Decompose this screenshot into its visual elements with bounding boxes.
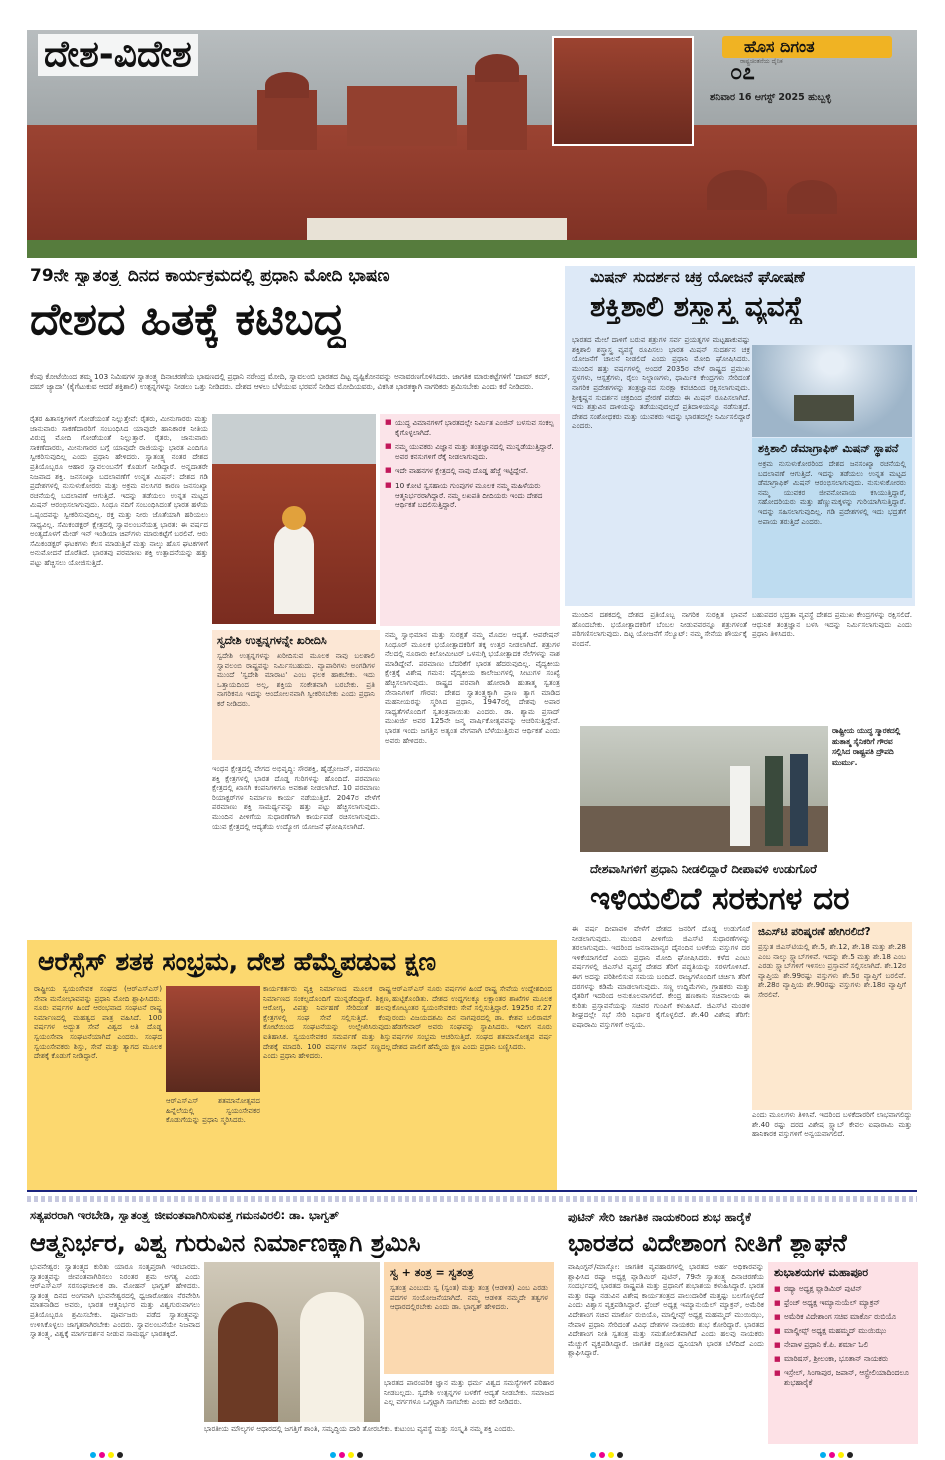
page-number: ೦೭ [730, 60, 755, 85]
gst-kicker: ದೇಶವಾಸಿಗಳಿಗೆ ಪ್ರಧಾನಿ ನೀಡಲಿದ್ದಾರೆ ದೀಪಾವಳಿ ಉಡುಗೊರೆ [590, 862, 817, 876]
president-caption: ರಾಷ್ಟ್ರೀಯ ಯುದ್ಧ ಸ್ಮಾರಕದಲ್ಲಿ ಹುತಾತ್ಮ ಸೈನಿಕರಿಗೆ ಗೌರವ ಸಲ್ಲಿಸಿದ ರಾಷ್ಟ್ರಪತಿ ದ್ರೌಪದಿ ಮುರ್ಮು. [832, 726, 901, 767]
demographic-heading: ಶಕ್ತಿಶಾಲಿ ಡೆಮಾಗ್ರಾಫಿಕ್ ಮಿಷನ್ ಸ್ಥಾಪನೆ [758, 442, 899, 455]
print-registration-dots [820, 1452, 853, 1458]
wish-item: ■ ಫ್ರೆಂಚ್ ಅಧ್ಯಕ್ಷ ಇಮ್ಯಾನುಯೆಲ್ ಮ್ಯಾಕ್ರನ್ [774, 1298, 912, 1308]
wish-item: ■ ಅಮೆರಿಕ ವಿದೇಶಾಂಗ ಸಚಿವ ಮಾರ್ಕೊ ರುಬಿಯೊ [774, 1312, 912, 1322]
bhagwat-kicker: ಸತ್ಯಪರರಾಗಿ ಇರಬೇಡಿ, ಸ್ವಾತಂತ್ರ್ಯ ಜೀವಂತವಾಗಿರಿಸುವತ್ತ ಗಮನವಿರಲಿ: ಡಾ. ಭಾಗ್ವತ್ [30, 1208, 339, 1222]
mission-body-col3: ಬಹುಪದರ ಭದ್ರತಾ ವ್ಯವಸ್ಥೆ ದೇಶದ ಪ್ರಮುಖ ಕೇಂದ್ರಗಳನ್ನು ರಕ್ಷಿಸಲಿದೆ. ಆಧುನಿಕ ತಂತ್ರಜ್ಞಾನ ಬಳಸಿ ಇದನ್ನು ನಿರ್ಮಿಸಲಾಗುವುದು ಎಂದು ಪ್ರಧಾನಿ ತಿಳಿಸಿದರು. [752, 610, 912, 639]
rss-photo [166, 986, 260, 1092]
putin-headline[interactable]: ಭಾರತದ ವಿದೇಶಾಂಗ ನೀತಿಗೆ ಶ್ಲಾಘನೆ [568, 1229, 847, 1257]
putin-body: ವಾಷಿಂಗ್ಟನ್/ಮಾಸ್ಕೋ: ಜಾಗತಿಕ ವ್ಯವಹಾರಗಳಲ್ಲಿ ಭಾರತದ ಅರ್ಹ ಅಧಿಕಾರವನ್ನು ಶ್ಲಾಘಿಸಿದ ರಷ್ಯಾ ಅಧ್ಯಕ್ಷ ವ್ಲಾಡಿಮಿರ್ ಪುಟಿನ್, 79ನೇ ಸ್ವಾತಂತ್ರ್ಯ ದಿನಾಚರಣೆಯ ಸಂದರ್ಭದಲ್ಲಿ ಭಾರತದ ರಾಷ್ಟ್ರಪತಿ ಮತ್ತು ಪ್ರಧಾನಿಗೆ ಶುಭಾಶಯ ಕಳುಹಿಸಿದ್ದಾರೆ. ಭಾರತ ಮತ್ತು ರಷ್ಯಾ ನಡುವಿನ ವಿಶೇಷ ಕಾರ್ಯತಂತ್ರದ ಪಾಲುದಾರಿಕೆ ಮತ್ತಷ್ಟು ಬಲಗೊಳ್ಳಲಿದೆ ಎಂದು ವಿಶ್ವಾಸ ವ್ಯಕ್ತಪಡಿಸಿದ್ದಾರೆ. ಫ್ರೆಂಚ್ ಅಧ್ಯಕ್ಷ ಇಮ್ಯಾನುಯೆಲ್ ಮ್ಯಾಕ್ರನ್, ಅಮೆರಿಕ ವಿದೇಶಾಂಗ ಸಚಿವ ಮಾರ್ಕೊ ರುಬಿಯೊ, ಮಾಲ್ಡೀವ್ಸ್ ಅಧ್ಯಕ್ಷ ಮಹಮ್ಮದ್ ಮುಯಿಝು, ನೇಪಾಳ ಪ್ರಧಾನಿ ಸೇರಿದಂತೆ ವಿವಿಧ ದೇಶಗಳ ನಾಯಕರು ಶುಭ ಕೋರಿದ್ದಾರೆ. ಭಾರತದ ವಿದೇಶಾಂಗ ನೀತಿ ಸ್ವತಂತ್ರ ಮತ್ತು ಸಮತೋಲಿತವಾಗಿದೆ ಎಂದು ಹಲವು ನಾಯಕರು ಮೆಚ್ಚುಗೆ ವ್ಯಕ್ತಪಡಿಸಿದ್ದಾರೆ. ಜಾಗತಿಕ ದಕ್ಷಿಣದ ಧ್ವನಿಯಾಗಿ ಭಾರತ ಬೆಳೆದಿದೆ ಎಂದು ಶ್ಲಾಘಿಸಿದ್ದಾರೆ. [568, 1262, 764, 1358]
wish-item: ■ ಮಾಲ್ಡೀವ್ಸ್ ಅಧ್ಯಕ್ಷ ಮಹಮ್ಮದ್ ಮುಯಿಝು [774, 1326, 912, 1336]
lead-highlights-box [380, 414, 560, 626]
president-photo [580, 726, 828, 852]
lead-body-col4: ನಮ್ಮ ಸ್ವಾಭಿಮಾನ ಮತ್ತು ಸುರಕ್ಷತೆ ನಮ್ಮ ಮೊದಲ ಆದ್ಯತೆ. ಆಪರೇಷನ್ ಸಿಂಧೂರ್ ಮೂಲಕ ಭಯೋತ್ಪಾದಕರಿಗೆ ತಕ್ಕ ಉತ್ತರ ನೀಡಲಾಗಿದೆ. ಶತ್ರುಗಳ ನೆಲದಲ್ಲಿ ನೂರಾರು ಕಿಲೋಮೀಟರ್ ಒಳನುಗ್ಗಿ ಭಯೋತ್ಪಾದಕ ನೆಲೆಗಳನ್ನು ನಾಶ ಮಾಡಿದ್ದೇವೆ. ಪರಮಾಣು ಬೆದರಿಕೆಗೆ ಭಾರತ ಹೆದರುವುದಿಲ್ಲ. ವೈದ್ಯಕೀಯ ಕ್ಷೇತ್ರಕ್ಕೆ ವಿಶೇಷ ಗಮನ: ವೈದ್ಯಕೀಯ ಕಾಲೇಜುಗಳಲ್ಲಿ ಸೀಟುಗಳ ಸಂಖ್ಯೆ ಹೆಚ್ಚಿಸಲಾಗುವುದು. ರಾಷ್ಟ್ರದ ಪರವಾಗಿ ಹೋರಾಡಿ ಹುತಾತ್ಮ ಸ್ವತಂತ್ರ ಸೇನಾನಿಗಳಿಗೆ ಗೌರವ: ದೇಶದ ಸ್ವಾತಂತ್ರ್ಯಕ್ಕಾಗಿ ಪ್ರಾಣ ತ್ಯಾಗ ಮಾಡಿದ ಮಹನೀಯರನ್ನು ಸ್ಮರಿಸಿದ ಪ್ರಧಾನಿ, 1947ರಲ್ಲಿ ದೇಶವು ಅಪಾರ ಸಾಧ್ಯತೆಗಳೊಂದಿಗೆ ಸ್ವತಂತ್ರವಾಯಿತು ಎಂದರು. ಡಾ. ಶ್ಯಾಮ ಪ್ರಸಾದ್ ಮುಖರ್ಜಿ ಅವರ 125ನೇ ಜನ್ಮ ವಾರ್ಷಿಕೋತ್ಸವವನ್ನು ಆಚರಿಸುತ್ತಿದ್ದೇವೆ. ಭಾರತ ಇಂದು ಜಗತ್ತಿನ ಅತ್ಯಂತ ವೇಗವಾಗಿ ಬೆಳೆಯುತ್ತಿರುವ ಆರ್ಥಿಕತೆ ಎಂದು ಅವರು ಹೇಳಿದರು. [385, 630, 560, 745]
rss-body-col3: ಆರ್‌ಎಸ್‌ಎಸ್ ನೂರು ವರ್ಷಗಳ ಹಿಂದೆ ರಾಷ್ಟ್ರ ಸೇವೆಯ ಉದ್ದೇಶದಿಂದ ಹುಟ್ಟಿಕೊಂಡಿತು. ದೇಶದ ಉದ್ದಗಲಕ್ಕೂ ಲಕ್ಷಾಂತರ ಶಾಖೆಗಳ ಮೂಲಕ ಕೋಟ್ಯಂತರ ಸ್ವಯಂಸೇವಕರು ಸೇವೆ ಸಲ್ಲಿಸುತ್ತಿದ್ದಾರೆ. 1925ರ ಸೆ.27 ರಂದು ವಿಜಯದಶಮಿ ದಿನ ನಾಗಪುರದಲ್ಲಿ ಡಾ. ಕೇಶವ ಬಲಿರಾಮ್ ಹೆಡಗೇವಾರ್ ಅವರು ಸಂಘವನ್ನು ಸ್ಥಾಪಿಸಿದರು. ಇದೀಗ ನೂರು ವರ್ಷಗಳ ಸಂಭ್ರಮ ಆಚರಿಸುತ್ತಿದೆ. ಸಂಘದ ಶತಮಾನೋತ್ಸವ ವರ್ಷ ದೇಶದ ಪಾಲಿಗೆ ಹೆಮ್ಮೆಯ ಕ್ಷಣ ಎಂದು ಪ್ರಧಾನಿ ಬಣ್ಣಿಸಿದರು. [392, 984, 552, 1051]
highlight-item: ■ ಯುದ್ಧ ವಿಮಾನಗಳಿಗೆ ಭಾರತದಲ್ಲೇ ನಿರ್ಮಿತ ಎಂಜಿನ್ ಬಳಸುವ ಸಂಕಲ್ಪ ಕೈಗೊಳ್ಳಲಾಗಿದೆ. [385, 418, 555, 437]
rss-body-col2: ಕಾರ್ಯಕರ್ತರು ವ್ಯಕ್ತಿ ನಿರ್ಮಾಣದ ಮೂಲಕ ರಾಷ್ಟ್ರ ನಿರ್ಮಾಣದ ಸಂಕಲ್ಪದೊಂದಿಗೆ ಮುನ್ನಡೆದಿದ್ದಾರೆ. ಶಿಕ್ಷಣ, ಆರೋಗ್ಯ, ವಿಪತ್ತು ನಿರ್ವಹಣೆ ಸೇರಿದಂತೆ ಹಲವು ಕ್ಷೇತ್ರಗಳಲ್ಲಿ ಸಂಘ ಸೇವೆ ಸಲ್ಲಿಸುತ್ತಿದೆ. ಕೆಂಪು ಕೋಟೆಯಿಂದ ಸಂಘಟನೆಯನ್ನು ಉಲ್ಲೇಖಿಸಿರುವುದು ಐತಿಹಾಸಿಕ. ಸ್ವಯಂಸೇವಕರ ಸಮರ್ಪಣೆ ಮತ್ತು ಶಿಸ್ತು ದೇಶಕ್ಕೆ ಮಾದರಿ. 100 ವರ್ಷಗಳ ಸಾಧನೆ ಸಣ್ಣದಲ್ಲ ಎಂದು ಪ್ರಧಾನಿ ಹೇಳಿದರು. [263, 984, 391, 1061]
bhagwat-body-col2: ಭಾರತೀಯ ಮೌಲ್ಯಗಳ ಆಧಾರದಲ್ಲಿ ಜಗತ್ತಿಗೆ ಶಾಂತಿ, ಸಮೃದ್ಧಿಯ ದಾರಿ ತೋರಬೇಕು. ಕುಟುಂಬ ವ್ಯವಸ್ಥೆ ಮತ್ತು ಸಂಸ್ಕೃತಿ ನಮ್ಮ ಶಕ್ತಿ ಎಂದರು. [204, 1424, 516, 1433]
inset-photo-ceremony [552, 36, 694, 146]
lead-kicker: 79ನೇ ಸ್ವಾತಂತ್ರ್ಯ ದಿನದ ಕಾರ್ಯಕ್ರಮದಲ್ಲಿ ಪ್ರಧಾನಿ ಮೋದಿ ಭಾಷಣ [30, 266, 390, 286]
bhagwat-body-col3: ಭಾರತದ ಪಾರಂಪರಿಕ ಜ್ಞಾನ ಮತ್ತು ಧರ್ಮ ವಿಶ್ವದ ಸಮಸ್ಯೆಗಳಿಗೆ ಪರಿಹಾರ ನೀಡಬಲ್ಲದು. ಸ್ವದೇಶಿ ಉತ್ಪನ್ನಗಳ ಬಳಕೆಗೆ ಆದ್ಯತೆ ನೀಡಬೇಕು. ಸಮಾಜದ ಎಲ್ಲ ವರ್ಗಗಳೂ ಒಗ್ಗಟ್ಟಾಗಿ ಸಾಗಬೇಕು ಎಂದು ಕರೆ ನೀಡಿದರು. [384, 1378, 554, 1407]
defence-shield-photo [752, 345, 912, 437]
mission-headline[interactable]: ಶಕ್ತಿಶಾಲಿ ಶಸ್ತ್ರಾಸ್ತ್ರ ವ್ಯವಸ್ಥೆ [590, 290, 804, 323]
wish-item: ■ ರಷ್ಯಾ ಅಧ್ಯಕ್ಷ ವ್ಲಾಡಿಮಿರ್ ಪುಟಿನ್ [774, 1284, 912, 1294]
section-divider [27, 1190, 917, 1192]
section-title: ದೇಶ-ವಿದೇಶ [38, 34, 198, 76]
swatantra-heading: ಸ್ವ + ತಂತ್ರ = ಸ್ವತಂತ್ರ [390, 1266, 474, 1279]
lead-intro: ಕೆಂಪು ಕೋಟೆಯಿಂದ ತಮ್ಮ 103 ನಿಮಿಷಗಳ ಸ್ವಾತಂತ್ರ್ಯ ದಿನಾಚರಣೆಯ ಭಾಷಣದಲ್ಲಿ ಪ್ರಧಾನಿ ನರೇಂದ್ರ ಮೋದಿ, ಸ್ವಾವಲಂಬಿ ಭಾರತದ ದಿಟ್ಟ ದೃಷ್ಟಿಕೋನವನ್ನು ಅನಾವರಣಗೊಳಿಸಿದರು. ಜಾಗತಿಕ ಮಾರುಕಟ್ಟೆಗಳಿಗೆ 'ದಾಮ್ ಕಮ್, ದಮ್ ಜ್ಯಾದಾ' (ಕೈಗೆಟುಕುವ ಆದರೆ ಶಕ್ತಿಶಾಲಿ) ಉತ್ಪನ್ನಗಳನ್ನು ನೀಡಲು ಒತ್ತು ನೀಡಿದರು. ದೇಶದ ಆಳಲು ಬೆಳೆಯುವ ಭರವಸೆ ನೀಡಿದ ಮೋದಿಯವರು, ವಿಕಸಿತ ಭಾರತಕ್ಕಾಗಿ ನಾಗರಿಕರು ಶ್ರಮಿಸಬೇಕು ಎಂದು ಕರೆ ನೀಡಿದರು. [30, 372, 550, 391]
swadeshi-box [212, 630, 380, 760]
bhagwat-body-col1: ಭುವನೇಶ್ವರ: ಸ್ವಾತಂತ್ರ್ಯದ ಕುರಿತು ಯಾರೂ ಸಂತೃಪ್ತರಾಗಿ ಇರಬಾರದು. ಸ್ವಾತಂತ್ರ್ಯವನ್ನು ಜೀವಂತವಾಗಿರಿಸಲು ನಿರಂತರ ಶ್ರಮ ಅಗತ್ಯ ಎಂದು ಆರ್‌ಎಸ್‌ಎಸ್ ಸರಸಂಘಚಾಲಕ ಡಾ. ಮೋಹನ್ ಭಾಗ್ವತ್ ಹೇಳಿದರು. ಸ್ವಾತಂತ್ರ್ಯ ದಿನದ ಅಂಗವಾಗಿ ಭುವನೇಶ್ವರದಲ್ಲಿ ಧ್ವಜಾರೋಹಣ ನೆರವೇರಿಸಿ ಮಾತನಾಡಿದ ಅವರು, ಭಾರತ ಆತ್ಮನಿರ್ಭರ ಮತ್ತು ವಿಶ್ವಗುರುವಾಗಲು ಪ್ರತಿಯೊಬ್ಬರೂ ಶ್ರಮಿಸಬೇಕು. ಪೂರ್ವಜರು ಪಡೆದ ಸ್ವಾತಂತ್ರ್ಯವನ್ನು ಉಳಿಸಿಕೊಳ್ಳಲು ಜಾಗೃತರಾಗಿರಬೇಕು ಎಂದರು. ಸ್ವಾವಲಂಬನೆಯೇ ನಿಜವಾದ ಸ್ವಾತಂತ್ರ್ಯ, ವಿಶ್ವಕ್ಕೆ ಮಾರ್ಗದರ್ಶನ ನೀಡುವ ಸಾಮರ್ಥ್ಯ ಭಾರತಕ್ಕಿದೆ. [30, 1262, 200, 1339]
swadeshi-heading: ಸ್ವದೇಶಿ ಉತ್ಪನ್ನಗಳನ್ನೇ ಖರೀದಿಸಿ [217, 634, 327, 647]
swatantra-text: ಸ್ವತಂತ್ರ ಎಂಬುದು ಸ್ವ (ಸ್ವಂತ) ಮತ್ತು ತಂತ್ರ (ಆಡಳಿತ) ಎಂಬ ಎರಡು ಪದಗಳ ಸಂಯೋಜನೆಯಾಗಿದೆ. ನಮ್ಮ ಆಡಳಿತ ನಮ್ಮದೇ ತತ್ವಗಳ ಆಧಾರದಲ್ಲಿರಬೇಕು ಎಂದು ಡಾ. ಭಾಗ್ವತ್ ಹೇಳಿದರು. [390, 1283, 548, 1312]
putin-kicker: ಪುಟಿನ್ ಸೇರಿ ಜಾಗತಿಕ ನಾಯಕರಿಂದ ಶುಭ ಹಾರೈಕೆ [568, 1210, 751, 1224]
lead-headline[interactable]: ದೇಶದ ಹಿತಕ್ಕೆ ಕಟಿಬದ್ಧ [30, 294, 346, 345]
swadeshi-text: ಸ್ವದೇಶಿ ಉತ್ಪನ್ನಗಳನ್ನು ಖರೀದಿಸುವ ಮೂಲಕ ನಾವು ಬಲಶಾಲಿ ಸ್ವಾವಲಂಬಿ ರಾಷ್ಟ್ರವನ್ನು ನಿರ್ಮಿಸಬಹುದು. ವ್ಯಾಪಾರಿಗಳು ಅಂಗಡಿಗಳ ಮುಂದೆ 'ಸ್ವದೇಶಿ ಮಾರಾಟ' ಎಂಬ ಫಲಕ ಹಾಕಬೇಕು. ಇದು ಒತ್ತಾಯದಿಂದ ಅಲ್ಲ, ಶಕ್ತಿಯ ಸಂಕೇತವಾಗಿ ಬರಬೇಕು. ಪ್ರತಿ ನಾಗರಿಕನೂ ಇದನ್ನು ಆಂದೋಲನವಾಗಿ ಸ್ವೀಕರಿಸಬೇಕು ಎಂದು ಪ್ರಧಾನಿ ಕರೆ ನೀಡಿದರು. [217, 651, 375, 708]
highlight-item: ■ ಇದೇ ವಾಹನಗಳ ಕ್ಷೇತ್ರದಲ್ಲಿ ನಾವು ದೊಡ್ಡ ಹೆಜ್ಜೆ ಇಟ್ಟಿದ್ದೇವೆ. [385, 466, 555, 476]
section-divider-pattern [27, 1196, 917, 1202]
gst-headline[interactable]: ಇಳಿಯಲಿದೆ ಸರಕುಗಳ ದರ [590, 881, 850, 917]
gst-body-col1: ಈ ವರ್ಷ ದೀಪಾವಳಿ ವೇಳೆಗೆ ದೇಶದ ಜನರಿಗೆ ದೊಡ್ಡ ಉಡುಗೊರೆ ನೀಡಲಾಗುವುದು. ಮುಂದಿನ ಪೀಳಿಗೆಯ ಜಿಎಸ್‌ಟಿ ಸುಧಾರಣೆಗಳನ್ನು ತರಲಾಗುವುದು. ಇದರಿಂದ ಜನಸಾಮಾನ್ಯರ ದೈನಂದಿನ ಬಳಕೆಯ ವಸ್ತುಗಳ ದರ ಇಳಿಕೆಯಾಗಲಿದೆ ಎಂದು ಪ್ರಧಾನಿ ಮೋದಿ ಘೋಷಿಸಿದರು. ಕಳೆದ ಎಂಟು ವರ್ಷಗಳಲ್ಲಿ ಜಿಎಸ್‌ಟಿ ವ್ಯವಸ್ಥೆ ದೇಶದ ತೆರಿಗೆ ಪದ್ಧತಿಯನ್ನು ಸರಳಗೊಳಿಸಿದೆ. ಈಗ ಅದನ್ನು ಪರಿಶೀಲಿಸುವ ಸಮಯ ಬಂದಿದೆ. ರಾಜ್ಯಗಳೊಂದಿಗೆ ಚರ್ಚಿಸಿ ತೆರಿಗೆ ದರಗಳನ್ನು ಕಡಿಮೆ ಮಾಡಲಾಗುವುದು. ಸಣ್ಣ ಉದ್ದಿಮೆಗಳು, ಗ್ರಾಹಕರು ಮತ್ತು ರೈತರಿಗೆ ಇದರಿಂದ ಅನುಕೂಲವಾಗಲಿದೆ. ಕೇಂದ್ರ ಹಣಕಾಸು ಸಚಿವಾಲಯ ಈ ಕುರಿತು ಪ್ರಸ್ತಾವನೆಯನ್ನು ಸಚಿವರ ಗುಂಪಿಗೆ ಕಳುಹಿಸಿದೆ. ಜಿಎಸ್‌ಟಿ ಮಂಡಳಿ ಶೀಘ್ರದಲ್ಲೇ ಸಭೆ ಸೇರಿ ನಿರ್ಧಾರ ಕೈಗೊಳ್ಳಲಿದೆ. ಶೇ.40 ವಿಶೇಷ ತೆರಿಗೆ: ಐಷಾರಾಮಿ ವಸ್ತುಗಳಿಗೆ ಅನ್ವಯ. [572, 924, 750, 1029]
wish-item: ■ ಮಾರಿಷಸ್, ಶ್ರೀಲಂಕಾ, ಭೂತಾನ್ ನಾಯಕರು [774, 1354, 912, 1364]
mission-body-col2: ಮುಂದಿನ ದಶಕದಲ್ಲಿ ದೇಶದ ಪ್ರತಿಯೊಬ್ಬ ನಾಗರಿಕ ಸುರಕ್ಷಿತ ಭಾವನೆ ಹೊಂದಬೇಕು. ಭಯೋತ್ಪಾದಕರಿಗೆ ಬೆಂಬಲ ನೀಡುವವರನ್ನೂ ಶತ್ರುಗಳಂತೆ ಪರಿಗಣಿಸಲಾಗುವುದು. ದಿಟ್ಟ ಯೋಜನೆಗೆ ಸೆಲ್ಯೂಟ್: ನಮ್ಮ ಸೇನೆಯ ಶೌರ್ಯಕ್ಕೆ ವಂದನೆ. [572, 610, 747, 648]
logo-tagline: ರಾಷ್ಟ್ರಚಿಂತನೆಯ ದೈನಿಕ [740, 58, 783, 65]
rss-headline[interactable]: ಆರೆಸ್ಸೆಸ್ ಶತಕ ಸಂಭ್ರಮ, ದೇಶ ಹೆಮ್ಮೆಪಡುವ ಕ್ಷಣ [38, 947, 437, 976]
wishes-box [768, 1262, 918, 1444]
lead-body-col3: ಇಂಧನ ಕ್ಷೇತ್ರದಲ್ಲಿ ವೇಗದ ಅಭಿವೃದ್ಧಿ: ಸೌರಶಕ್ತಿ, ಹೈಡ್ರೋಜನ್, ಪರಮಾಣು ಶಕ್ತಿ ಕ್ಷೇತ್ರಗಳಲ್ಲಿ ಭಾರತ ದೊಡ್ಡ ಗುರಿಗಳನ್ನು ಹೊಂದಿದೆ. ಪರಮಾಣು ಕ್ಷೇತ್ರದಲ್ಲಿ ಖಾಸಗಿ ಕಂಪನಿಗಳಿಗೂ ಅವಕಾಶ ನೀಡಲಾಗಿದೆ. 10 ಪರಮಾಣು ರಿಯಾಕ್ಟರ್‌ಗಳ ನಿರ್ಮಾಣ ಕಾರ್ಯ ನಡೆಯುತ್ತಿದೆ. 2047ರ ವೇಳೆಗೆ ಪರಮಾಣು ಶಕ್ತಿ ಸಾಮರ್ಥ್ಯವನ್ನು ಹತ್ತು ಪಟ್ಟು ಹೆಚ್ಚಿಸಲಾಗುವುದು. ಮುಂದಿನ ಪೀಳಿಗೆಯ ಸುಧಾರಣೆಗಾಗಿ ಕಾರ್ಯಪಡೆ ರಚಿಸಲಾಗುವುದು. ಯುವ ಕ್ಷೇತ್ರದಲ್ಲಿ ಆದ್ಯತೆಯ ಉದ್ಯೋಗ ಯೋಜನೆ ಘೋಷಿಸಲಾಗಿದೆ. [212, 764, 380, 831]
highlight-item: ■ ನಮ್ಮ ಯುವಕರು ವಿಜ್ಞಾನ ಮತ್ತು ತಂತ್ರಜ್ಞಾನದಲ್ಲಿ ಮುನ್ನಡೆಯುತ್ತಿದ್ದಾರೆ. ಅವರ ಕನಸುಗಳಿಗೆ ರೆಕ್ಕೆ ನೀಡಲಾಗುವುದು. [385, 442, 555, 461]
highlight-item: ■ 10 ಕೋಟಿ ಸ್ವಸಹಾಯ ಗುಂಪುಗಳ ಮೂಲಕ ನಮ್ಮ ಮಹಿಳೆಯರು ಆತ್ಮನಿರ್ಭರರಾಗಿದ್ದಾರೆ. ನಮ್ಮ ಲಖಪತಿ ದೀದಿಯರು ಇಂದು ದೇಶದ ಆರ್ಥಿಕತೆ ಬದಲಿಸುತ್ತಿದ್ದಾರೆ. [385, 481, 555, 510]
print-registration-dots [330, 1452, 363, 1458]
print-registration-dots [590, 1452, 623, 1458]
wish-item: ■ ನೇಪಾಳ ಪ್ರಧಾನಿ ಕೆ.ಪಿ. ಶರ್ಮಾ ಓಲಿ [774, 1340, 912, 1350]
gst-body-col2: ಎಂದು ಮೂಲಗಳು ತಿಳಿಸಿವೆ. ಇದರಿಂದ ಬಳಕೆದಾರರಿಗೆ ಲಾಭವಾಗಲಿದ್ದು ಶೇ.40 ರಷ್ಟು ದರದ ವಿಶೇಷ ಸ್ಲ್ಯಾಬ್ ಕೇವಲ ಐಷಾರಾಮಿ ಮತ್ತು ಹಾನಿಕಾರಕ ವಸ್ತುಗಳಿಗೆ ಅನ್ವಯವಾಗಲಿದೆ. [752, 1110, 912, 1139]
rss-photo-caption: ಆರ್‌ಎಸ್‌ಎಸ್ ಶತಮಾನೋತ್ಸವದ ಹಿನ್ನೆಲೆಯಲ್ಲಿ ಸ್ವಯಂಸೇವಕರ ಕೊಡುಗೆಯನ್ನು ಪ್ರಧಾನಿ ಸ್ಮರಿಸಿದರು. [166, 1096, 260, 1125]
swatantra-box [384, 1262, 554, 1374]
print-registration-dots [90, 1452, 123, 1458]
wish-item: ■ ಇಸ್ರೇಲ್, ಸಿಂಗಾಪುರ, ಜಪಾನ್, ಆಸ್ಟ್ರೇಲಿಯಾದಿಂದಲೂ ಶುಭಹಾರೈಕೆ [774, 1368, 912, 1388]
mission-body-col1: ಭಾರತದ ಮೇಲೆ ದಾಳಿಗೆ ಬರುವ ಶತ್ರುಗಳ ಸರ್ವ ಪ್ರಯತ್ನಗಳ ಮಟ್ಟಹಾಕುವಷ್ಟು ಶಕ್ತಿಶಾಲಿ ಶಸ್ತ್ರಾಸ್ತ್ರ ವ್ಯವಸ್ಥೆ ರೂಪಿಸಲು ಭಾರತ ಮಿಷನ್ ಸುದರ್ಶನ ಚಕ್ರ ಯೋಜನೆಗೆ ಚಾಲನೆ ನೀಡಲಿದೆ ಎಂದು ಪ್ರಧಾನಿ ಮೋದಿ ಘೋಷಿಸಿದರು. ಮುಂದಿನ ಹತ್ತು ವರ್ಷಗಳಲ್ಲಿ ಅಂದರೆ 2035ರ ವೇಳೆ ರಾಷ್ಟ್ರದ ಪ್ರಮುಖ ಸ್ಥಳಗಳು, ಆಸ್ಪತ್ರೆಗಳು, ರೈಲು ನಿಲ್ದಾಣಗಳು, ಧಾರ್ಮಿಕ ಕೇಂದ್ರಗಳು ಸೇರಿದಂತೆ ನಾಗರಿಕ ಪ್ರದೇಶಗಳನ್ನು ತಂತ್ರಜ್ಞಾನದ ಸುರಕ್ಷಾ ಕವಚದಿಂದ ರಕ್ಷಿಸಲಾಗುವುದು. ಶ್ರೀಕೃಷ್ಣನ ಸುದರ್ಶನ ಚಕ್ರದಿಂದ ಪ್ರೇರಣೆ ಪಡೆದು ಈ ಮಿಷನ್ ರೂಪಿಸಲಾಗಿದೆ. ಇದು ಶತ್ರುವಿನ ದಾಳಿಯನ್ನು ತಡೆಯುವುದಲ್ಲದೆ ಪ್ರತಿದಾಳಿಯನ್ನೂ ನಡೆಸುತ್ತದೆ. ದೇಶದ ಸಂಶೋಧಕರು ಮತ್ತು ಯುವಕರು ಇದನ್ನು ಭಾರತದಲ್ಲೇ ನಿರ್ಮಿಸಲಿದ್ದಾರೆ ಎಂದರು. [572, 335, 750, 431]
bhagwat-photo [204, 1262, 380, 1422]
gst-box-heading: ಜಿಎಸ್‌ಟಿ ಪರಿಷ್ಕರಣೆ ಹೇಗಿರಲಿದೆ? [758, 926, 871, 938]
bhagwat-headline[interactable]: ಆತ್ಮನಿರ್ಭರ, ವಿಶ್ವ ಗುರುವಿನ ನಿರ್ಮಾಣಕ್ಕಾಗಿ ಶ್ರಮಿಸಿ [30, 1229, 421, 1257]
rss-body-col1: ರಾಷ್ಟ್ರೀಯ ಸ್ವಯಂಸೇವಕ ಸಂಘದ (ಆರ್‌ಎಸ್‌ಎಸ್) ಸೇವಾ ಮನೋಭಾವವನ್ನು ಪ್ರಧಾನಿ ಮೋದಿ ಶ್ಲಾಘಿಸಿದರು. ನೂರು ವರ್ಷಗಳ ಹಿಂದೆ ಆರಂಭವಾದ ಸಂಘಟನೆ ರಾಷ್ಟ್ರ ನಿರ್ಮಾಣದಲ್ಲಿ ಮಹತ್ವದ ಪಾತ್ರ ವಹಿಸಿದೆ. 100 ವರ್ಷಗಳ ಅದ್ಭುತ ಸೇವೆ ವಿಶ್ವದ ಅತಿ ದೊಡ್ಡ ಸ್ವಯಂಸೇವಾ ಸಂಘಟನೆಯಾಗಿದೆ ಎಂದರು. ಸಂಘದ ಸ್ವಯಂಸೇವಕರು ಶಿಸ್ತು, ಸೇವೆ ಮತ್ತು ತ್ಯಾಗದ ಮೂಲಕ ದೇಶಕ್ಕೆ ಕೊಡುಗೆ ನೀಡಿದ್ದಾರೆ. [34, 984, 162, 1061]
gst-explainer-box [752, 922, 912, 1110]
gst-box-text: ಪ್ರಸ್ತುತ ಜಿಎಸ್‌ಟಿಯಲ್ಲಿ ಶೇ.5, ಶೇ.12, ಶೇ.18 ಮತ್ತು ಶೇ.28 ಎಂಬ ನಾಲ್ಕು ಸ್ಲ್ಯಾಬ್‌ಗಳಿವೆ. ಇದನ್ನು ಶೇ.5 ಮತ್ತು ಶೇ.18 ಎಂಬ ಎರಡು ಸ್ಲ್ಯಾಬ್‌ಗಳಿಗೆ ಇಳಿಸಲು ಪ್ರಸ್ತಾವನೆ ಸಲ್ಲಿಸಲಾಗಿದೆ. ಶೇ.12ರ ವ್ಯಾಪ್ತಿಯ ಶೇ.99ರಷ್ಟು ವಸ್ತುಗಳು ಶೇ.5ರ ವ್ಯಾಪ್ತಿಗೆ ಬರಲಿವೆ. ಶೇ.28ರ ವ್ಯಾಪ್ತಿಯ ಶೇ.90ರಷ್ಟು ವಸ್ತುಗಳು ಶೇ.18ರ ವ್ಯಾಪ್ತಿಗೆ ಸೇರಲಿವೆ. [758, 942, 906, 999]
demographic-mission-box [752, 438, 912, 598]
demographic-text: ಅಕ್ರಮ ನುಸುಳುಕೋರರಿಂದ ದೇಶದ ಜನಸಂಖ್ಯಾ ರಚನೆಯಲ್ಲಿ ಬದಲಾವಣೆ ಆಗುತ್ತಿದೆ. ಇದನ್ನು ತಡೆಯಲು ಉನ್ನತ ಮಟ್ಟದ ಡೆಮಾಗ್ರಾಫಿಕ್ ಮಿಷನ್ ಆರಂಭಿಸಲಾಗುವುದು. ನುಸುಳುಕೋರರು ನಮ್ಮ ಯುವಕರ ಜೀವನೋಪಾಯ ಕಸಿಯುತ್ತಿದ್ದಾರೆ, ಸಹೋದರಿಯರು ಮತ್ತು ಹೆಣ್ಣುಮಕ್ಕಳನ್ನು ಗುರಿಯಾಗಿಸುತ್ತಿದ್ದಾರೆ. ಇದನ್ನು ಸಹಿಸಲಾಗುವುದಿಲ್ಲ. ಗಡಿ ಪ್ರದೇಶಗಳಲ್ಲಿ ಇದು ಭದ್ರತೆಗೆ ಅಪಾಯ ತರುತ್ತಿದೆ ಎಂದರು. [758, 459, 906, 526]
lead-body-col1: ರೈತರ ಹಿತಾಸಕ್ತಿಗಳಿಗೆ ಗೋಡೆಯಂತೆ ನಿಲ್ಲುತ್ತೇವೆ: ರೈತರು, ಮೀನುಗಾರರು ಮತ್ತು ಜಾನುವಾರು ಸಾಕಣೆದಾರರಿಗೆ ಸಂಬಂಧಿಸಿದ ಯಾವುದೇ ಹಾನಿಕಾರಕ ನೀತಿಯ ವಿರುದ್ಧ ಮೋದಿ ಗೋಡೆಯಂತೆ ನಿಲ್ಲುತ್ತಾರೆ. ರೈತರು, ಜಾನುವಾರು ಸಾಕಣೆದಾರರು, ಮೀನುಗಾರರ ಬಗ್ಗೆ ಯಾವುದೇ ರಾಜಿಯನ್ನು ಭಾರತ ಎಂದಿಗೂ ಸ್ವೀಕರಿಸುವುದಿಲ್ಲ ಎಂದು ಪ್ರಧಾನಿ ಹೇಳಿದರು. ಸ್ವಾತಂತ್ರ್ಯ ನಂತರ ದೇಶದ ಪ್ರತಿಯೊಬ್ಬರೂ ಆಹಾರ ಸ್ವಾವಲಂಬನೆಗೆ ಕೊಡುಗೆ ನೀಡಿದ್ದಾರೆ. ಅನ್ನದಾತರೇ ನಿಜವಾದ ಶಕ್ತಿ. ಜನಸಂಖ್ಯಾ ಬದಲಾವಣೆಗೆ ಉನ್ನತ ಮಿಷನ್: ದೇಶದ ಗಡಿ ಪ್ರದೇಶಗಳಲ್ಲಿ ನುಸುಳುಕೋರರು ಮತ್ತು ಅಕ್ರಮ ವಲಸಿಗರ ಕಾರಣ ಜನಸಂಖ್ಯಾ ರಚನೆಯಲ್ಲಿ ಬದಲಾವಣೆ ಆಗುತ್ತಿದೆ. ಇದನ್ನು ತಡೆಯಲು ಉನ್ನತ ಮಟ್ಟದ ಮಿಷನ್ ಆರಂಭಿಸಲಾಗುವುದು. ಸಿಂಧೂ ನದಿಗೆ ಸಂಬಂಧಿಸಿದಂತೆ ಭಾರತ ಹಳೆಯ ಒಪ್ಪಂದವನ್ನು ಸ್ವೀಕರಿಸುವುದಿಲ್ಲ. ರಕ್ತ ಮತ್ತು ನೀರು ಜೊತೆಯಾಗಿ ಹರಿಯಲು ಸಾಧ್ಯವಿಲ್ಲ. ಸೆಮಿಕಂಡಕ್ಟರ್ ಕ್ಷೇತ್ರದಲ್ಲಿ ಸ್ವಾವಲಂಬನೆಯತ್ತ ಭಾರತ: ಈ ವರ್ಷದ ಅಂತ್ಯದೊಳಗೆ ಮೇಡ್ ಇನ್ ಇಂಡಿಯಾ ಚಿಪ್‌ಗಳು ಮಾರುಕಟ್ಟೆಗೆ ಬರಲಿವೆ. ಆರು ಸೆಮಿಕಂಡಕ್ಟರ್ ಘಟಕಗಳು ಕೆಲಸ ಮಾಡುತ್ತಿವೆ ಮತ್ತು ನಾಲ್ಕು ಹೊಸ ಘಟಕಗಳಿಗೆ ಅನುಮೋದನೆ ದೊರೆತಿದೆ. ಭಾರತವು ಪರಮಾಣು ಶಕ್ತಿ ಉತ್ಪಾದನೆಯನ್ನು ಹತ್ತು ಪಟ್ಟು ಹೆಚ್ಚಿಸಲು ಯೋಜಿಸುತ್ತಿದೆ. [30, 414, 208, 567]
mission-kicker: ಮಿಷನ್ ಸುದರ್ಶನ ಚಕ್ರ ಯೋಜನೆ ಘೋಷಣೆ [590, 268, 805, 286]
wishes-heading: ಶುಭಾಶಯಗಳ ಮಹಾಪೂರ [774, 1266, 869, 1279]
dateline: ಶನಿವಾರ 16 ಆಗಸ್ಟ್ 2025 ಹುಬ್ಬಳ್ಳಿ [710, 92, 831, 103]
modi-photo [212, 414, 376, 624]
newspaper-logo[interactable]: ಹೊಸ ದಿಗಂತ [722, 36, 892, 58]
